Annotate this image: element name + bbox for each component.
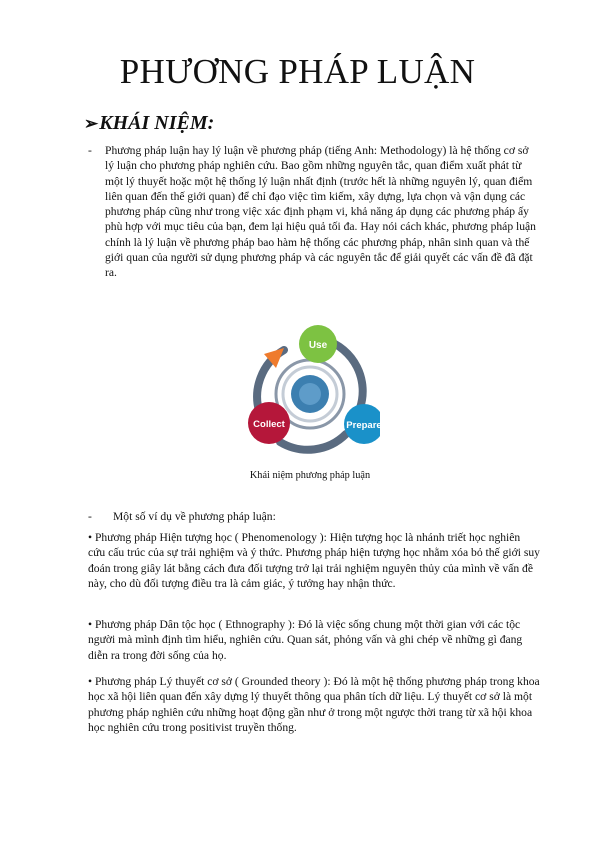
arrow-bullet-icon: ➢	[84, 114, 99, 133]
node-collect	[248, 402, 290, 444]
cycle-diagram	[240, 322, 380, 462]
example-text: Phương pháp Dân tộc học ( Ethnography ): Đó là việc sống chung một thời gian với các tộc người mà mình định tìm hiểu, nghiên cứu. Quan sát, phỏng vấn và ghi chép về những gì đang diễn ra trong đời sống của họ.	[88, 618, 523, 662]
node-use	[299, 325, 337, 363]
section-heading-text: KHÁI NIỆM:	[99, 112, 215, 134]
node-prepare-label: Prepare	[346, 420, 380, 431]
example-ethnography	[88, 617, 540, 663]
node-prepare	[344, 404, 380, 444]
node-use-label: Use	[308, 340, 328, 351]
example-grounded-theory	[88, 674, 540, 735]
bullet-icon: •	[88, 618, 93, 631]
figure-caption: Khái niệm phương pháp luận	[249, 470, 371, 481]
example-text: Phương pháp Lý thuyết cơ sở ( Grounded theory ): Đó là một hệ thống phương pháp trong khoa học xã hội liên quan đến xây dựng lý thuyết thông qua phân tích dữ liệu. Lý thuyết cơ sở là một phương pháp nghiên cứu những hoạt động gần như ở trong một ngược thời trang từ xã hội khoa học nghiên cứu trong positivist truyền thống.	[88, 675, 540, 734]
example-phenomenology	[88, 530, 540, 591]
node-collect-label: Collect	[253, 419, 285, 430]
dash-bullet: -	[88, 510, 92, 523]
section-heading	[84, 112, 214, 135]
dash-bullet: -	[88, 144, 92, 157]
intro-paragraph	[88, 143, 536, 281]
intro-text: Phương pháp luận hay lý luận về phương pháp (tiếng Anh: Methodology) là hệ thống cơ sở lý luận cho phương pháp nghiên cứu. Bao gồm những nguyên tắc, quan điểm xuất phát từ một lý thuyết hoặc một hệ thống lý luận nhất định (trước hết là những nguyên lý, quan điểm liên quan đến thế giới quan) để chỉ đạo việc tìm kiếm, xây dựng, lựa chọn và vận dụng các phương pháp cũng như trong việc xác định phạm vi, khả năng áp dụng các phương pháp ấy phù hợp với mục tiêu của bạn, đem lại hiệu quả tối đa. Hay nói cách khác, phương pháp luận chính là lý luận về phương pháp bao hàm hệ thống các phương pháp, nhân sinh quan và thế giới quan của người sử dụng phương pháp và các nguyên tắc để giải quyết các vấn đề đã đặt ra.	[105, 144, 536, 280]
bullet-icon: •	[88, 675, 93, 688]
bullet-icon: •	[88, 531, 93, 544]
examples-intro	[88, 510, 276, 523]
examples-intro-text: Một số ví dụ về phương pháp luận:	[113, 510, 276, 523]
cycle-diagram-graphic	[240, 322, 380, 462]
example-text: Phương pháp Hiện tượng học ( Phenomenology ): Hiện tượng học là nhánh triết học nghiên cứu cấu trúc của sự trải nghiệm và ý thức. Phương pháp hiện tượng học nhằm xóa bỏ thế giới suy đoán trong giây lát bằng cách đưa đối tượng trở lại trải nghiệm nguyên thủy của mình về vấn đề này, cho dù đối tượng điều tra là cảm giác, ý tưởng hay nhận thức.	[88, 531, 540, 590]
page-title: PHƯƠNG PHÁP LUẬN	[119, 52, 476, 91]
